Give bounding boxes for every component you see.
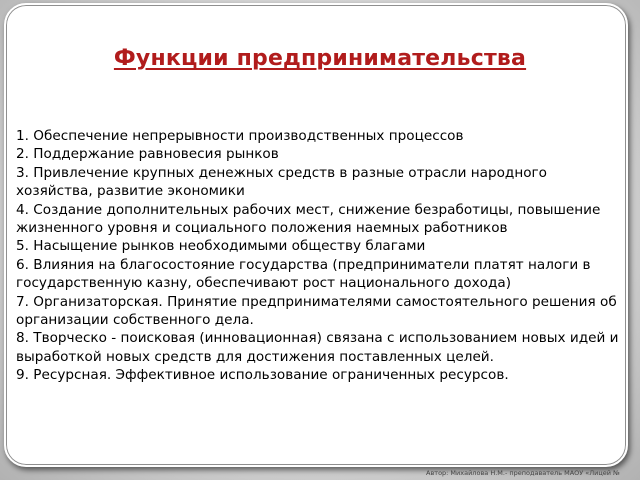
slide-title: Функции предпринимательства (113, 46, 527, 71)
list-item-9: 9. Ресурсная. Эффективное использование ограниченных ресурсов. (16, 367, 509, 384)
list-item-1: 1. Обеспечение непрерывности производственных процессов (16, 128, 464, 144)
list-item-8: 8. Творческо - поисковая (инновационная) связана с использованием новых идей и выработкой новых средств для достижения поставленных целей. (16, 330, 619, 365)
list-item-5: 5. Насыщение рынков необходимыми обществу благами (16, 238, 426, 255)
list-item-2: 2. Поддержание равновесия рынков (16, 146, 279, 163)
list-item-7: 7. Организаторская. Принятие предпринимателями самостоятельного решения об организации собственного дела. (16, 293, 617, 329)
author-footer: Автор: Михайлова Н.М.- преподаватель МАОУ «Лицей № (426, 469, 620, 477)
list-item-4: 4. Создание дополнительных рабочих мест, снижение безработицы, повышение жизненного уровня и социального положения наемных работников (16, 201, 601, 237)
list-item-6: 6. Влияния на благосостояние государства (предприниматели платят налоги в государственную казну, обеспечивают рост национального дохода) (16, 256, 591, 292)
list-item-3: 3. Привлечение крупных денежных средств в разные отрасли народного хозяйства, развитие экономики (16, 164, 547, 200)
functions-list (16, 127, 622, 385)
